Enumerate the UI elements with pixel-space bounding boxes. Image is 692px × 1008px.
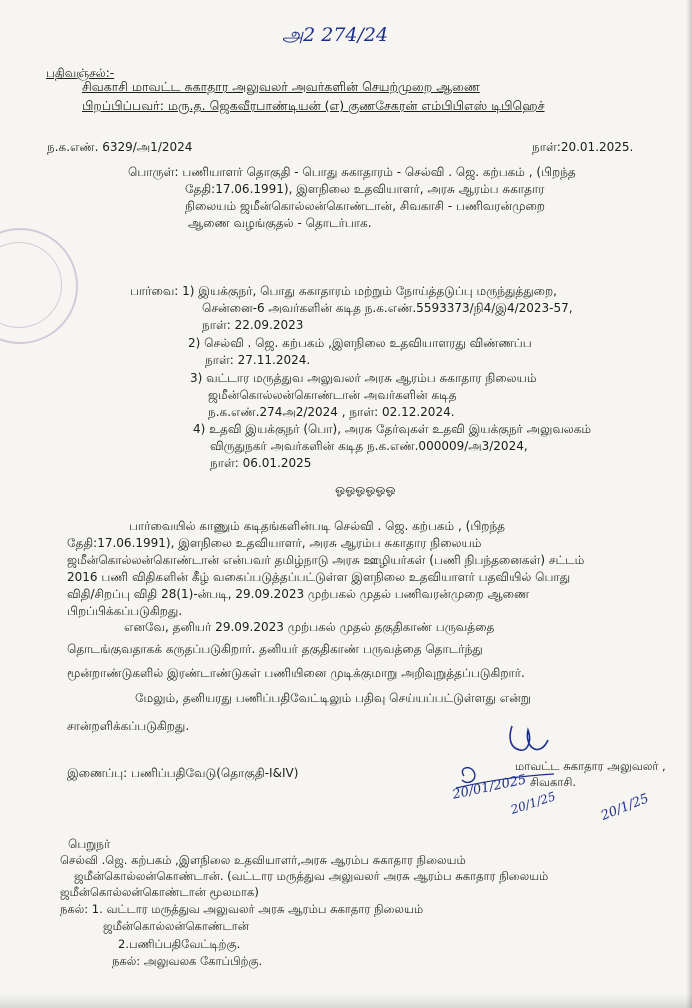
subject-line-1: பொருள்: பணியாளர் தொகுதி - பொது சுகாதாரம் - செல்வி . ஜெ. கற்பகம் , (பிறந்த — [128, 165, 576, 179]
subject-line-3: நிலையம் ஜமீன்கொல்லன்கொண்டான், சிவகாசி - பணிவரன்முறை — [185, 199, 545, 213]
order-date: நாள்:20.01.2025. — [532, 140, 634, 154]
registered-post-label: பதிவஞ்சல்:- — [46, 66, 115, 80]
ref-3-line-2: ஜமீன்கொல்லன்கொண்டான் அவர்களின் கடித — [208, 388, 457, 402]
issuer-line: பிறப்பிப்பவர்: மரு.த. ஜெகவீரபாண்டியன் (எ) குணசேகரன் எம்பிபிஎஸ் டிபிஹெச் — [82, 98, 545, 113]
recipient-line-3: ஜமீன்கொல்லன்கொண்டான் மூலமாக) — [60, 885, 259, 899]
body-para-2-line-3: மூன்றாண்டுகளில் இரண்டாண்டுகள் பணியினை முடிக்குமாறு அறிவுறுத்தப்படுகிறார். — [67, 666, 525, 680]
recipient-line-2: ஜமீன்கொல்லன்கொண்டான். (வட்டார மருத்துவ அலுவலர் அரசு ஆரம்ப சுகாதார நிலையம் — [74, 869, 549, 883]
page-bottom-shadow — [0, 994, 692, 1008]
ref-3-line-1: 3) வட்டார மருத்துவ அலுவலர் அரசு ஆரம்ப சுகாதார நிலையம் — [190, 371, 537, 385]
ref-1-line-1: பார்வை: 1) இயக்குநர், பொது சுகாதாரம் மற்றும் நோய்த்தடுப்பு மருந்துத்துறை, — [130, 284, 557, 298]
reference-number: ந.க.எண். 6329/அ1/2024 — [47, 140, 193, 154]
body-para-1-line-5: விதி/சிறப்பு விதி 28(1)-ன்படி, 29.09.2023 முற்பகல் முதல் பணிவரன்முறை ஆணை — [67, 587, 530, 601]
order-title: சிவகாசி மாவட்ட சுகாதார அலுவலர் அவர்களின் செயற்முறை ஆணை — [82, 79, 480, 94]
copy-line-1: நகல்: 1. வட்டார மருத்துவ அலுவலர் அரசு ஆரம்ப சுகாதார நிலையம் — [60, 902, 424, 916]
ref-1-line-3: நாள்: 22.09.2023 — [202, 318, 304, 332]
subject-line-2: தேதி:17.06.1991), இளநிலை உதவியாளர், அரசு ஆரம்ப சுகாதார — [185, 182, 545, 196]
body-para-2-line-1: எனவே, தனியர் 29.09.2023 முற்பகல் முதல் தகுதிகாண் பருவத்தை — [124, 620, 495, 634]
body-para-2-line-2: தொடங்குவதாகக் கருதப்படுகிறார். தனியர் தகுதிகாண் பருவத்தை தொடர்ந்து — [67, 642, 483, 656]
ref-4-line-2: விருதுநகர் அவர்களின் கடித ந.க.எண்.000009/அ3/2024, — [210, 439, 528, 453]
ref-1-line-2: சென்னை-6 அவர்களின் கடித ந.க.எண்.5593373/நி4/இ4/2023-57, — [202, 301, 573, 315]
ref-4-line-3: நாள்: 06.01.2025 — [210, 456, 312, 470]
signatory-title: மாவட்ட சுகாதார அலுவலர் , — [515, 759, 666, 773]
handwritten-initials-date-1: 20/1/25 — [508, 789, 558, 817]
office-seal-stamp — [0, 228, 78, 344]
ref-2-line-2: நாள்: 27.11.2024. — [205, 353, 311, 367]
body-para-1-line-2: தேதி:17.06.1991), இளநிலை உதவியாளர், அரசு ஆரம்ப சுகாதார நிலையம் — [67, 536, 482, 550]
handwritten-file-ref: அ2 274/24 — [282, 24, 389, 46]
signatory-place: சிவகாசி. — [530, 775, 577, 789]
recipient-label: பெறுநர் — [68, 837, 111, 851]
copy-line-4: நகல்: அலுவலக கோப்பிற்கு. — [112, 954, 263, 968]
ref-2-line-1: 2) செல்வி . ஜெ. கற்பகம் ,இளநிலை உதவியாளரது விண்ணப்ப — [188, 336, 532, 350]
subject-line-4: ஆணை வழங்குதல் - தொடர்பாக. — [188, 216, 372, 230]
body-para-1-line-4: 2016 பணி விதிகளின் கீழ் வகைப்படுத்தப்பட்டுள்ள இளநிலை உதவியாளர் பதவியில் பொது — [67, 570, 571, 584]
section-separator: ஓஓஓஓஓஓ — [335, 482, 396, 496]
handwritten-signature-date: 20/01/2025 — [451, 772, 528, 803]
handwritten-initials-date-2: 20/1/25 — [599, 791, 652, 824]
copy-line-3: 2.பணிப்பதிவேட்டிற்கு. — [118, 937, 241, 951]
body-para-1-line-1: பார்வையில் காணும் கடிதங்களின்படி செல்வி . ஜெ. கற்பகம் , (பிறந்த — [129, 519, 505, 533]
recipient-line-1: செல்வி .ஜெ. கற்பகம் ,இளநிலை உதவியாளர்,அரசு ஆரம்ப சுகாதார நிலையம் — [60, 853, 466, 867]
body-para-1-line-6: பிறப்பிக்கப்படுகிறது. — [67, 604, 183, 618]
ref-4-line-1: 4) உதவி இயக்குநர் (பொ), அரசு தேர்வுகள் உதவி இயக்குநர் அலுவலகம் — [193, 422, 592, 436]
body-para-1-line-3: ஜமீன்கொல்லன்கொண்டான் என்பவர் தமிழ்நாடு அரசு ஊழியர்கள் (பணி நிபந்தனைகள்) சட்டம் — [67, 553, 585, 567]
enclosure-line: இணைப்பு: பணிப்பதிவேடு(தொகுதி-I&IV) — [67, 766, 299, 780]
ref-3-line-3: ந.க.எண்.274அ2/2024 , நாள்: 02.12.2024. — [208, 405, 455, 419]
body-para-3-line-1: மேலும், தனியரது பணிப்பதிவேட்டிலும் பதிவு செய்யப்பட்டுள்ளது என்று — [135, 691, 531, 705]
page-edge-shadow — [686, 0, 692, 1008]
body-para-3-line-2: சான்றளிக்கப்படுகிறது. — [67, 719, 190, 733]
copy-line-2: ஜமீன்கொல்லன்கொண்டான் — [103, 919, 249, 933]
